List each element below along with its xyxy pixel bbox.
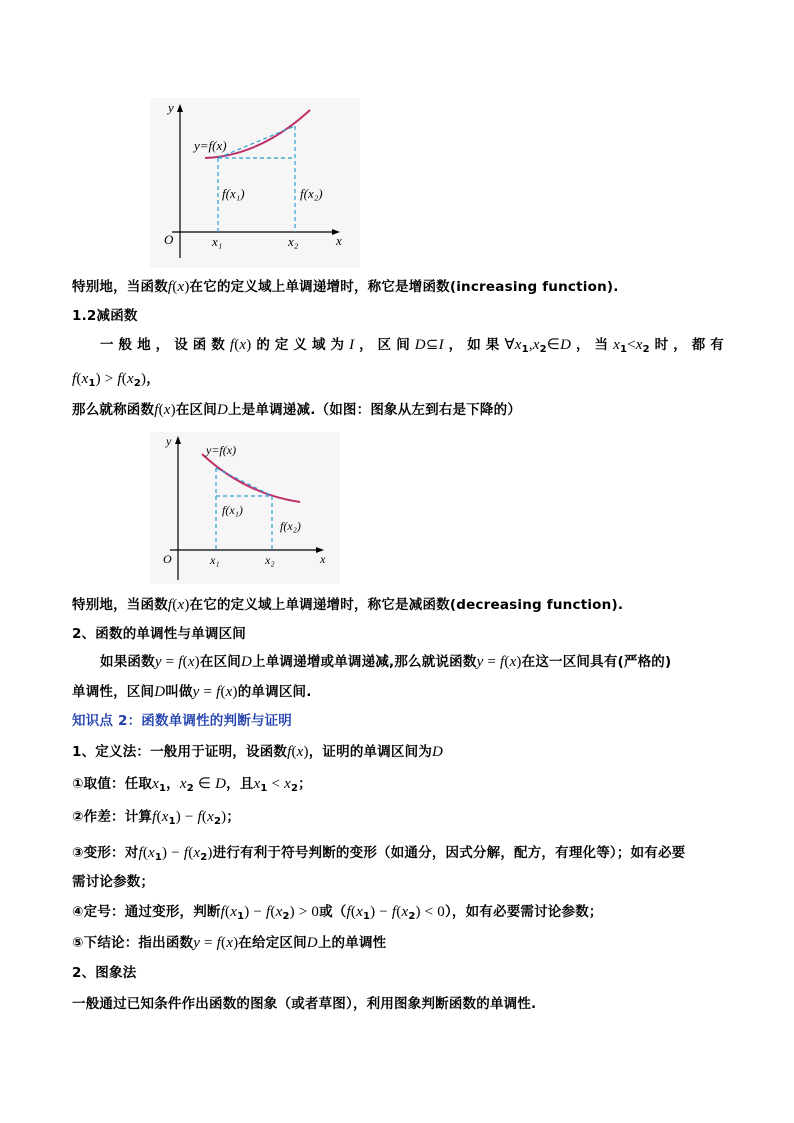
section-2-heading: 2、函数的单调性与单调区间 [72, 626, 246, 642]
knowledge-point-2-heading: 知识点 2：函数单调性的判断与证明 [72, 713, 292, 729]
step-3-transform: ③变形：对$f(x_1) - f(x_2)$进行有利于符号判断的变形（如通分，因式分解，配方，有理化等）；如有必要 [72, 845, 686, 863]
x-axis-label: x [320, 552, 326, 566]
function-label: y=f(x) [194, 138, 227, 153]
x-axis-label: x [336, 233, 342, 248]
section-1-2-heading: 1.2减函数 [72, 308, 138, 324]
origin-label: O [164, 232, 174, 247]
monotonic-interval: 单调性，区间D叫做y = f(x)的单调区间. [72, 684, 312, 700]
function-label: y=f(x) [206, 443, 237, 457]
graph-method-heading: 2、图象法 [72, 965, 137, 981]
decreasing-definition: 一般地，设函数f(x)的定义域为I，区间D⊆I，如果$\forall x_1,x_2\in D$，当$x_1<x_2$时，都有 [100, 337, 725, 355]
monotonic-definition: 如果函数y = f(x)在区间D上单调递增或单调递减,那么就说函数y = f(x)在这一区间具有(严格的) [100, 654, 672, 670]
step-3-continued: 需讨论参数； [72, 874, 155, 890]
x2-label: x₂ [265, 553, 275, 567]
increasing-note: 特别地，当函数f(x)在它的定义域上单调递增时，称它是增函数(increasing function). [72, 279, 619, 295]
step-4-sign: ④定号：通过变形，判断$f(x_1) - f(x_2) > 0$或$(f(x_1) - f(x_2) < 0)$，如有必要需讨论参数； [72, 904, 603, 922]
x2-label: x₂ [288, 234, 299, 249]
decreasing-note: 特别地，当函数f(x)在它的定义域上单调递增时，称它是减函数(decreasing function). [72, 597, 624, 613]
y-axis-label: y [168, 100, 174, 115]
x1-label: x₁ [212, 234, 223, 249]
increasing-function-figure [150, 98, 360, 268]
fx2-label: f(x₂) [280, 519, 301, 533]
origin-label: O [163, 552, 172, 566]
y-axis-label: y [166, 434, 172, 448]
decreasing-function-figure [150, 432, 340, 584]
method-definition: 1、定义法：一般用于证明，设函数f(x)，证明的单调区间为D [72, 744, 444, 760]
step-5-conclusion: ⑤下结论：指出函数y = f(x)在给定区间D上的单调性 [72, 935, 387, 951]
fx2-label: f(x₂) [300, 186, 323, 201]
step-2-difference: ②作差：计算$f(x_1) - f(x_2)$； [72, 809, 241, 827]
x1-label: x₁ [210, 553, 220, 567]
step-1-take-values: ①取值：任取$x_1$，$x_2$ ∈ D，且$x_1 < x_2$； [72, 776, 312, 794]
decreasing-conclusion: 那么就称函数f(x)在区间D上是单调递减.（如图：图象从左到右是下降的） [72, 402, 522, 418]
fx1-label: f(x₁) [222, 503, 243, 517]
decreasing-inequality: $f(x_1) > f(x_2)$， [72, 371, 160, 389]
graph-method-description: 一般通过已知条件作出函数的图象（或者草图），利用图象判断函数的单调性. [72, 996, 537, 1012]
fx1-label: f(x₁) [222, 186, 245, 201]
